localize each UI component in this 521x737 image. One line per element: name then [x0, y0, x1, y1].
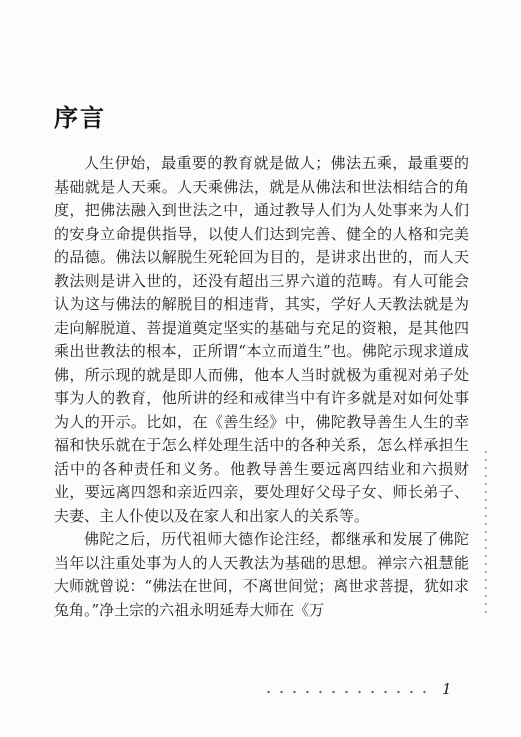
margin-dot-leader — [483, 448, 489, 618]
paragraph: 佛陀之后，历代祖师大德作论注经，都继承和发展了佛陀当年以注重处事为人的人天教法为基础的思想。禅宗六祖慧能大师就曾说：“佛法在世间，不离世间觉；离世求菩提，犹如求兔角。”净土宗的六祖永明延寿大师在《万 — [54, 530, 469, 619]
page-number: 1 — [442, 680, 452, 698]
chapter-title: 序言 — [54, 103, 106, 132]
footer-dot-leader — [262, 689, 432, 695]
paragraph: 人生伊始，最重要的教育就是做人；佛法五乘，最重要的基础就是人天乘。人天乘佛法，就是从佛法和世法相结合的角度，把佛法融入到世法之中，通过教导人们为人处事来为人们的安身立命提供指导，以使人们达到完善、健全的人格和完美的品德。佛法以解脱生死轮回为目的，是讲求出世的，而人天教法则是讲入世的，还没有超出三界六道的范畴。有人可能会认为这与佛法的解脱目的相违背，其实，学好人天教法就是为走向解脱道、菩提道奠定坚实的基础与充足的资粮，是其他四乘出世教法的根本，正所谓“本立而道生”也。佛陀示现求道成佛，所示现的就是即人而佛，他本人当时就极为重视对弟子处事为人的教育，他所讲的经和戒律当中有许多就是对如何处事为人的开示。比如，在《善生经》中，佛陀教导善生人生的幸福和快乐就在于怎么样处理生活中的各种关系，怎么样承担生活中的各种责任和义务。他教导善生要远离四结业和六损财业，要远离四怨和亲近四亲，要处理好父母子女、师长弟子、夫妻、主人仆使以及在家人和出家人的关系等。 — [54, 154, 469, 525]
body-text — [54, 152, 469, 622]
